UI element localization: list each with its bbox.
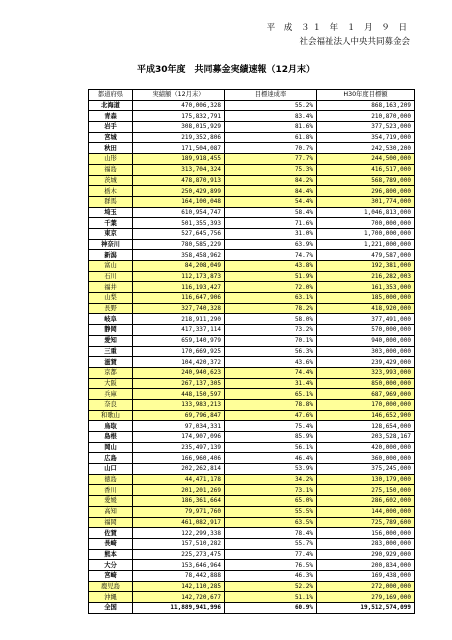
achievement-rate-cell: 53.9% [225,464,317,475]
actual-amount-cell: 470,006,328 [133,100,225,111]
prefecture-cell: 石川 [89,271,133,282]
achievement-rate-cell: 51.1% [225,592,317,603]
target-amount-cell: 19,512,574,099 [317,603,415,614]
table-row [89,389,415,400]
target-amount-cell: 1,046,813,000 [317,207,415,218]
table-row [89,464,415,475]
prefecture-cell: 群馬 [89,196,133,207]
actual-amount-cell: 240,940,623 [133,367,225,378]
prefecture-cell: 千葉 [89,218,133,229]
table-row [89,164,415,175]
prefecture-cell: 三重 [89,346,133,357]
target-amount-cell: 303,000,000 [317,346,415,357]
target-amount-cell: 128,654,000 [317,421,415,432]
table-row [89,250,415,261]
table-row [89,528,415,539]
target-amount-cell: 850,000,000 [317,378,415,389]
table-row [89,549,415,560]
actual-amount-cell: 104,420,372 [133,357,225,368]
prefecture-cell: 岡山 [89,442,133,453]
prefecture-cell: 福井 [89,282,133,293]
target-amount-cell: 570,000,000 [317,325,415,336]
actual-amount-cell: 97,034,331 [133,421,225,432]
table-row [89,538,415,549]
prefecture-cell: 奈良 [89,399,133,410]
actual-amount-cell: 201,201,269 [133,485,225,496]
achievement-rate-cell: 74.7% [225,250,317,261]
table-row [89,282,415,293]
actual-amount-cell: 308,015,929 [133,122,225,133]
prefecture-cell: 宮城 [89,132,133,143]
prefecture-cell: 山梨 [89,293,133,304]
target-amount-cell: 868,163,209 [317,100,415,111]
table-row [89,143,415,154]
prefecture-cell: 和歌山 [89,410,133,421]
actual-amount-cell: 780,585,229 [133,239,225,250]
achievement-rate-cell: 77.7% [225,154,317,165]
target-amount-cell: 479,587,000 [317,250,415,261]
achievement-rate-cell: 58.0% [225,314,317,325]
target-amount-cell: 301,774,000 [317,196,415,207]
prefecture-cell: 徳島 [89,474,133,485]
actual-amount-cell: 202,262,814 [133,464,225,475]
achievement-rate-cell: 34.2% [225,474,317,485]
document-date: 平 成 ３１ 年 １ 月 ９ 日 [266,23,410,33]
total-row [89,603,415,614]
achievement-rate-cell: 56.1% [225,442,317,453]
prefecture-cell: 島根 [89,432,133,443]
table-row [89,132,415,143]
actual-amount-cell: 157,510,282 [133,538,225,549]
target-amount-cell: 290,929,000 [317,549,415,560]
table-row [89,570,415,581]
table-row [89,517,415,528]
target-amount-cell: 170,000,000 [317,399,415,410]
prefecture-cell: 秋田 [89,143,133,154]
achievement-rate-cell: 85.9% [225,432,317,443]
target-amount-cell: 377,491,000 [317,314,415,325]
col-header-actual: 実績額（12月末） [133,90,225,101]
prefecture-cell: 北海道 [89,100,133,111]
actual-amount-cell: 142,720,677 [133,592,225,603]
prefecture-cell: 東京 [89,228,133,239]
achievement-rate-cell: 58.4% [225,207,317,218]
actual-amount-cell: 79,971,760 [133,506,225,517]
achievement-rate-cell: 31.0% [225,228,317,239]
actual-amount-cell: 219,352,806 [133,132,225,143]
table-row [89,314,415,325]
prefecture-cell: 京都 [89,367,133,378]
target-amount-cell: 377,523,000 [317,122,415,133]
table-row [89,228,415,239]
target-amount-cell: 1,700,000,000 [317,228,415,239]
actual-amount-cell: 358,458,962 [133,250,225,261]
actual-amount-cell: 417,337,114 [133,325,225,336]
target-amount-cell: 296,800,000 [317,186,415,197]
table-row [89,346,415,357]
prefecture-cell: 宮崎 [89,570,133,581]
table-row [89,399,415,410]
achievement-rate-cell: 65.0% [225,496,317,507]
actual-amount-cell: 189,918,455 [133,154,225,165]
actual-amount-cell: 225,273,475 [133,549,225,560]
target-amount-cell: 130,179,000 [317,474,415,485]
actual-amount-cell: 116,647,906 [133,293,225,304]
achievement-rate-cell: 77.4% [225,549,317,560]
achievement-rate-cell: 55.5% [225,506,317,517]
target-amount-cell: 725,789,600 [317,517,415,528]
prefecture-cell: 福岡 [89,517,133,528]
prefecture-cell: 佐賀 [89,528,133,539]
prefecture-cell: 沖縄 [89,592,133,603]
target-amount-cell: 156,000,000 [317,528,415,539]
table-row [89,196,415,207]
prefecture-cell: 静岡 [89,325,133,336]
target-amount-cell: 354,719,000 [317,132,415,143]
actual-amount-cell: 175,832,791 [133,111,225,122]
achievement-rate-cell: 83.4% [225,111,317,122]
organization-name: 社会福祉法人中央共同募金会 [299,37,410,47]
target-amount-cell: 185,000,000 [317,293,415,304]
prefecture-cell: 青森 [89,111,133,122]
actual-amount-cell: 44,471,178 [133,474,225,485]
target-amount-cell: 279,169,000 [317,592,415,603]
actual-amount-cell: 527,645,756 [133,228,225,239]
table-row [89,581,415,592]
table-row [89,485,415,496]
achievement-rate-cell: 78.8% [225,399,317,410]
target-amount-cell: 161,353,000 [317,282,415,293]
actual-amount-cell: 461,082,917 [133,517,225,528]
actual-amount-cell: 448,150,597 [133,389,225,400]
target-amount-cell: 568,789,000 [317,175,415,186]
achievement-rate-cell: 81.6% [225,122,317,133]
prefecture-cell: 滋賀 [89,357,133,368]
prefecture-cell: 山口 [89,464,133,475]
prefecture-cell: 香川 [89,485,133,496]
table-row [89,367,415,378]
prefecture-cell: 鳥取 [89,421,133,432]
actual-amount-cell: 267,137,305 [133,378,225,389]
table-row [89,357,415,368]
achievement-rate-cell: 74.4% [225,367,317,378]
target-amount-cell: 200,834,000 [317,560,415,571]
actual-amount-cell: 218,911,290 [133,314,225,325]
achievement-rate-cell: 55.2% [225,100,317,111]
prefecture-cell: 長崎 [89,538,133,549]
prefecture-cell: 新潟 [89,250,133,261]
actual-amount-cell: 327,740,328 [133,303,225,314]
prefecture-cell: 高知 [89,506,133,517]
achievement-rate-cell: 46.3% [225,570,317,581]
target-amount-cell: 210,870,000 [317,111,415,122]
target-amount-cell: 169,438,000 [317,570,415,581]
actual-amount-cell: 170,669,925 [133,346,225,357]
table-row [89,474,415,485]
table-row [89,432,415,443]
table-row [89,592,415,603]
actual-amount-cell: 186,361,664 [133,496,225,507]
prefecture-cell: 熊本 [89,549,133,560]
prefecture-cell: 富山 [89,261,133,272]
table-row [89,261,415,272]
prefecture-cell: 愛知 [89,335,133,346]
actual-amount-cell: 164,100,048 [133,196,225,207]
achievement-rate-cell: 60.9% [225,603,317,614]
target-amount-cell: 323,993,000 [317,367,415,378]
actual-amount-cell: 153,646,964 [133,560,225,571]
achievement-rate-cell: 72.0% [225,282,317,293]
prefecture-cell: 鹿児島 [89,581,133,592]
actual-amount-cell: 78,442,888 [133,570,225,581]
actual-amount-cell: 235,497,139 [133,442,225,453]
target-amount-cell: 700,000,000 [317,218,415,229]
actual-amount-cell: 133,983,213 [133,399,225,410]
actual-amount-cell: 610,954,747 [133,207,225,218]
actual-amount-cell: 166,960,406 [133,453,225,464]
table-row [89,239,415,250]
prefecture-cell: 岐阜 [89,314,133,325]
table-row [89,453,415,464]
actual-amount-cell: 478,870,913 [133,175,225,186]
target-amount-cell: 360,000,000 [317,453,415,464]
achievement-rate-cell: 78.2% [225,303,317,314]
prefecture-cell: 埼玉 [89,207,133,218]
achievement-rate-cell: 51.9% [225,271,317,282]
table-row [89,122,415,133]
table-header-row [89,90,415,101]
table-row [89,293,415,304]
actual-amount-cell: 142,110,285 [133,581,225,592]
table-row [89,175,415,186]
table-row [89,560,415,571]
table-row [89,218,415,229]
achievement-rate-cell: 75.3% [225,164,317,175]
table-row [89,506,415,517]
prefecture-cell: 大分 [89,560,133,571]
prefecture-cell: 長野 [89,303,133,314]
table-row [89,378,415,389]
achievement-rate-cell: 65.1% [225,389,317,400]
target-amount-cell: 418,920,000 [317,303,415,314]
target-amount-cell: 239,429,000 [317,357,415,368]
actual-amount-cell: 659,140,979 [133,335,225,346]
target-amount-cell: 375,245,000 [317,464,415,475]
actual-amount-cell: 250,429,899 [133,186,225,197]
prefecture-cell: 茨城 [89,175,133,186]
document-title: 平成30年度 共同募金実績速報（12月末） [136,65,316,75]
table-row [89,154,415,165]
target-amount-cell: 144,000,000 [317,506,415,517]
achievement-rate-cell: 70.1% [225,335,317,346]
table-row [89,496,415,507]
target-amount-cell: 420,000,000 [317,442,415,453]
table-row [89,410,415,421]
target-amount-cell: 283,000,000 [317,538,415,549]
table-body [89,100,415,613]
target-amount-cell: 1,221,000,000 [317,239,415,250]
target-amount-cell: 940,000,000 [317,335,415,346]
actual-amount-cell: 174,907,096 [133,432,225,443]
target-amount-cell: 286,602,000 [317,496,415,507]
achievement-rate-cell: 73.2% [225,325,317,336]
prefecture-cell: 福島 [89,164,133,175]
achievement-rate-cell: 71.6% [225,218,317,229]
prefecture-cell: 岩手 [89,122,133,133]
target-amount-cell: 416,517,000 [317,164,415,175]
prefecture-cell: 兵庫 [89,389,133,400]
prefecture-cell: 広島 [89,453,133,464]
achievement-rate-cell: 56.3% [225,346,317,357]
actual-amount-cell: 69,796,847 [133,410,225,421]
achievement-rate-cell: 43.6% [225,357,317,368]
col-header-rate: 目標達成率 [225,90,317,101]
achievement-rate-cell: 46.4% [225,453,317,464]
target-amount-cell: 146,652,900 [317,410,415,421]
achievement-rate-cell: 84.4% [225,186,317,197]
table-row [89,111,415,122]
table-row [89,442,415,453]
achievement-rate-cell: 43.8% [225,261,317,272]
prefecture-cell: 神奈川 [89,239,133,250]
prefecture-cell: 山形 [89,154,133,165]
prefecture-cell: 愛媛 [89,496,133,507]
achievement-rate-cell: 31.4% [225,378,317,389]
achievement-rate-cell: 63.5% [225,517,317,528]
actual-amount-cell: 84,208,049 [133,261,225,272]
achievement-rate-cell: 47.6% [225,410,317,421]
actual-amount-cell: 171,504,087 [133,143,225,154]
col-header-prefecture: 都道府県 [89,90,133,101]
achievement-rate-cell: 84.2% [225,175,317,186]
target-amount-cell: 216,282,003 [317,271,415,282]
actual-amount-cell: 116,193,427 [133,282,225,293]
target-amount-cell: 242,530,200 [317,143,415,154]
table-row [89,335,415,346]
actual-amount-cell: 11,889,941,996 [133,603,225,614]
target-amount-cell: 203,528,167 [317,432,415,443]
target-amount-cell: 275,150,000 [317,485,415,496]
actual-amount-cell: 112,173,873 [133,271,225,282]
table-row [89,186,415,197]
prefecture-cell: 大阪 [89,378,133,389]
achievement-rate-cell: 63.9% [225,239,317,250]
table-row [89,421,415,432]
achievement-rate-cell: 63.1% [225,293,317,304]
prefecture-cell: 全国 [89,603,133,614]
actual-amount-cell: 501,355,393 [133,218,225,229]
col-header-target: H30年度目標額 [317,90,415,101]
achievement-rate-cell: 75.4% [225,421,317,432]
achievement-rate-cell: 61.8% [225,132,317,143]
table-row [89,325,415,336]
achievement-rate-cell: 78.4% [225,528,317,539]
results-table [88,89,415,614]
target-amount-cell: 272,000,000 [317,581,415,592]
target-amount-cell: 687,969,000 [317,389,415,400]
achievement-rate-cell: 52.2% [225,581,317,592]
achievement-rate-cell: 73.1% [225,485,317,496]
achievement-rate-cell: 54.4% [225,196,317,207]
table-row [89,271,415,282]
table-row [89,207,415,218]
actual-amount-cell: 122,299,338 [133,528,225,539]
achievement-rate-cell: 76.5% [225,560,317,571]
achievement-rate-cell: 70.7% [225,143,317,154]
target-amount-cell: 244,500,000 [317,154,415,165]
prefecture-cell: 栃木 [89,186,133,197]
actual-amount-cell: 313,704,324 [133,164,225,175]
table-row [89,303,415,314]
table-row [89,100,415,111]
achievement-rate-cell: 55.7% [225,538,317,549]
target-amount-cell: 192,381,000 [317,261,415,272]
